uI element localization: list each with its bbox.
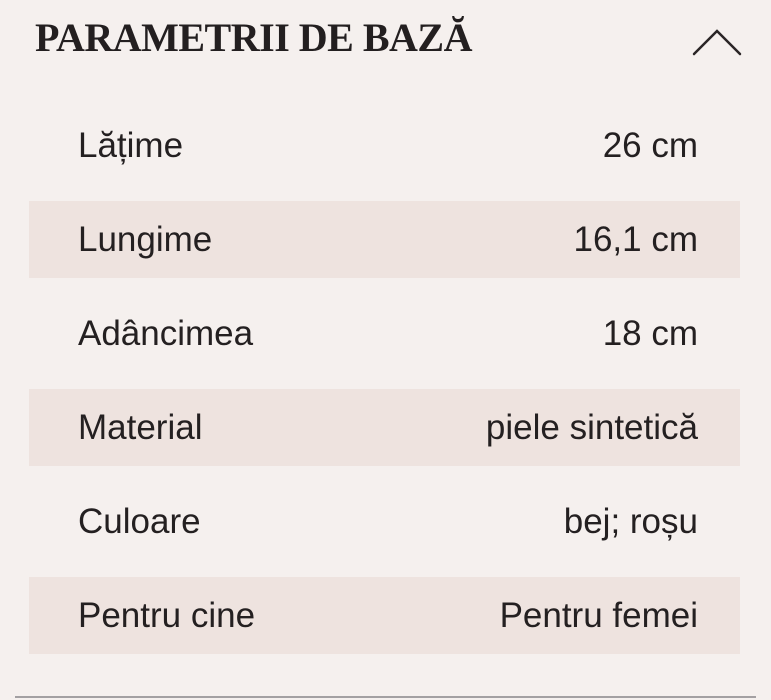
row-label: Adâncimea: [78, 314, 254, 353]
spec-table: [0, 107, 771, 654]
section-header[interactable]: [0, 0, 771, 60]
section-divider: [15, 696, 756, 698]
section-title: PARAMETRII DE BAZĂ: [35, 15, 472, 60]
row-label: Material: [78, 408, 203, 447]
chevron-up-icon[interactable]: [692, 29, 742, 56]
row-value: 18 cm: [602, 314, 698, 353]
row-label: Culoare: [78, 502, 201, 541]
table-row: [29, 483, 740, 560]
table-row: [29, 295, 740, 372]
table-row: [29, 389, 740, 466]
table-row: [29, 107, 740, 184]
row-value: 26 cm: [602, 126, 698, 165]
row-value: piele sintetică: [485, 408, 698, 447]
table-row: [29, 201, 740, 278]
row-label: Lățime: [78, 126, 184, 165]
table-row: [29, 577, 740, 654]
row-value: 16,1 cm: [573, 220, 698, 259]
row-value: bej; roșu: [563, 502, 698, 541]
row-value: Pentru femei: [499, 596, 698, 635]
row-label: Pentru cine: [78, 596, 256, 635]
row-label: Lungime: [78, 220, 213, 259]
